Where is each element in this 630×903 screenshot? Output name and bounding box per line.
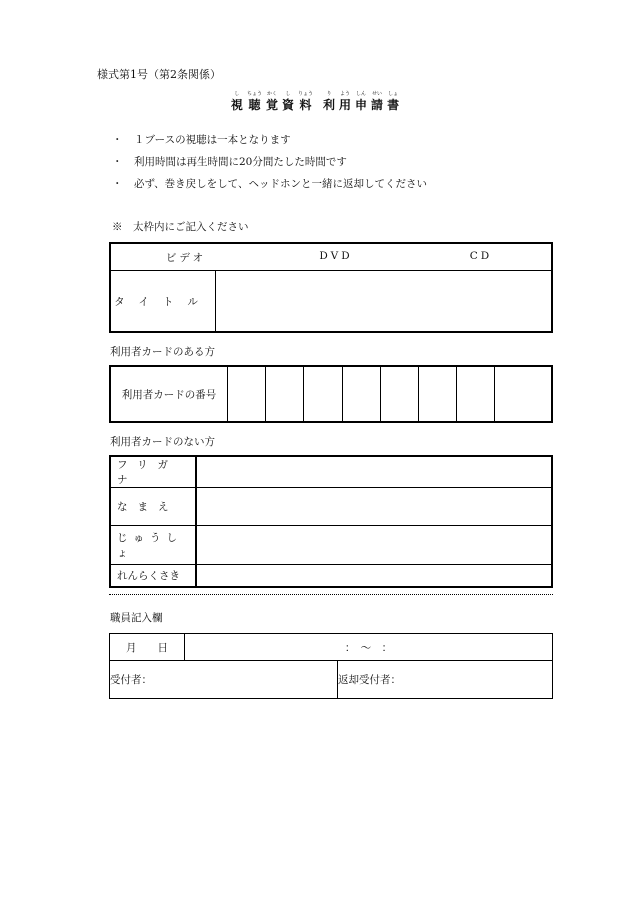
title-ruby: しん <box>356 91 367 97</box>
divider <box>109 594 553 595</box>
card-digit-box[interactable] <box>495 366 552 422</box>
media-option-video[interactable]: ビデオ <box>165 251 207 264</box>
furigana-label: フリガナ <box>110 456 196 488</box>
usage-notes <box>112 132 427 198</box>
note-text: 必ず、巻き戻しをして、ヘッドホンと一緒に返却してください <box>134 178 427 190</box>
title-ruby: しょ <box>388 91 399 97</box>
title-base: 利 <box>323 98 336 112</box>
title-char <box>231 91 243 112</box>
title-ruby: りょう <box>297 91 313 97</box>
receiver-cell[interactable]: 受付者： <box>110 661 338 699</box>
title-base: 用 <box>339 98 352 112</box>
media-option-dvd[interactable]: DVD <box>319 249 353 262</box>
fill-instruction: ※ 太枠内にご記入ください <box>112 221 249 233</box>
media-type-header <box>110 243 552 271</box>
title-base: 書 <box>387 98 400 112</box>
no-card-table <box>109 455 553 588</box>
bullet-icon: ・ <box>112 178 123 190</box>
title-base: 料 <box>299 98 312 112</box>
title-base: 請 <box>371 98 384 112</box>
note-text: 利用時間は再生時間に20分間たした時間です <box>134 156 347 168</box>
media-table <box>109 242 553 333</box>
card-digit-box[interactable] <box>228 366 266 422</box>
furigana-input[interactable] <box>196 456 552 488</box>
contact-input[interactable] <box>196 565 552 587</box>
title-char <box>282 91 294 112</box>
note-item <box>112 176 427 198</box>
staff-table <box>109 633 553 699</box>
card-number-table <box>109 365 553 423</box>
address-input[interactable] <box>196 526 552 565</box>
title-char <box>323 91 335 112</box>
form-number: 様式第1号（第2条関係） <box>97 68 221 81</box>
return-receiver-cell[interactable]: 返却受付者： <box>338 661 553 699</box>
card-digit-box[interactable] <box>304 366 342 422</box>
time-range-cell[interactable]: ： ～ ： <box>185 634 553 661</box>
title-ruby: よう <box>340 91 351 97</box>
card-section-heading: 利用者カードのある方 <box>110 346 215 358</box>
title-ruby: ちょう <box>246 91 262 97</box>
contact-label: れんらくさき <box>110 565 196 587</box>
document-title <box>0 80 630 112</box>
card-digit-box[interactable] <box>457 366 495 422</box>
no-card-section-heading: 利用者カードのない方 <box>110 436 215 448</box>
title-char <box>266 91 278 112</box>
card-number-label: 利用者カードの番号 <box>110 366 228 422</box>
title-base: 視 <box>230 98 243 112</box>
title-char <box>339 91 351 112</box>
title-ruby: かく <box>266 91 277 97</box>
title-base: 覚 <box>265 98 278 112</box>
date-cell[interactable]: 月 日 <box>110 634 185 661</box>
card-digit-box[interactable] <box>418 366 456 422</box>
note-item <box>112 154 427 176</box>
card-digit-box[interactable] <box>266 366 304 422</box>
title-with-ruby <box>229 91 401 112</box>
title-char <box>387 91 399 112</box>
title-base: 申 <box>355 98 368 112</box>
title-ruby: し <box>234 91 240 97</box>
title-base: 資 <box>281 98 294 112</box>
card-digit-box[interactable] <box>342 366 380 422</box>
name-label: なまえ <box>110 488 196 526</box>
note-text: １ブースの視聴は一本となります <box>134 134 291 146</box>
note-item <box>112 132 427 154</box>
bullet-icon: ・ <box>112 156 123 168</box>
title-label: タイトル <box>110 271 216 333</box>
bullet-icon: ・ <box>112 134 123 146</box>
address-label: じゅうしょ <box>110 526 196 565</box>
card-digit-box[interactable] <box>380 366 418 422</box>
staff-section-heading: 職員記入欄 <box>110 612 163 624</box>
title-ruby: し <box>285 91 291 97</box>
title-char <box>247 91 262 112</box>
title-ruby: り <box>326 91 332 97</box>
title-char <box>371 91 383 112</box>
name-input[interactable] <box>196 488 552 526</box>
title-char <box>355 91 367 112</box>
media-option-cd[interactable]: CD <box>469 249 493 262</box>
title-char <box>298 91 313 112</box>
title-ruby: せい <box>372 91 383 97</box>
title-base: 聴 <box>248 98 261 112</box>
title-input[interactable] <box>216 271 553 333</box>
